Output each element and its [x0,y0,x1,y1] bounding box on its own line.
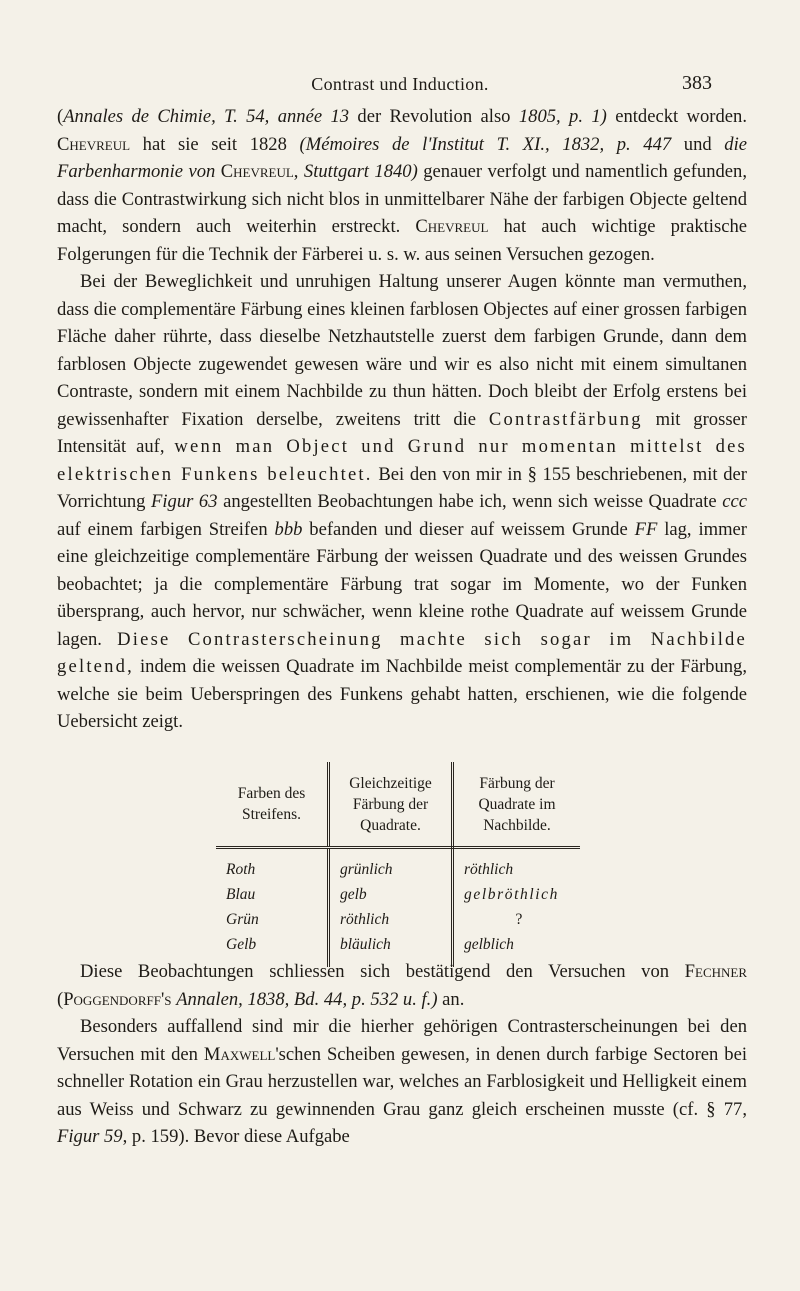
table-cell: ? [515,911,523,928]
table-row [216,880,580,905]
table-cell: röthlich [464,861,514,878]
column-header: Färbung der Quadrate im Nachbilde. [453,762,581,848]
table-cell: Grün [226,911,259,928]
table-header-row [216,762,580,848]
column-header: Farben des Streifens. [216,762,329,848]
page-number: 383 [682,72,712,94]
spaced-emphasis: wenn man Object und Grund nur momentan mittelst des elektrischen Funkens beleuchtet. [57,436,747,485]
table-cell: gelblich [464,936,514,953]
spaced-emphasis: Contrastfärbung [488,408,643,430]
table-row [216,905,580,930]
table-cell: Roth [226,861,256,878]
color-table [216,762,580,967]
color-table-wrap [216,762,580,967]
author-name: Poggendorff's [63,988,172,1010]
table-cell: gelb [329,880,453,905]
spaced-emphasis: Diese Contrasterscheinung machte sich sogar im Nachbilde geltend, [57,628,748,677]
table-cell: gelbröthlich [464,886,559,903]
paragraph-1: (Annales de Chimie, T. 54, année 13 der Revolution also 1805, p. 1) entdeckt worden. Chevreul hat sie seit 1828 (Mémoires de l'Institut T. XI., 1832, p. 447 und die Farbenharmonie von Chevreul, Stuttgart 1840) genauer verfolgt und namentlich gefunden, dass die Contrastwirkung sich nicht blos in unmittelbarer Nähe der farbigen Objecte geltend macht, sondern auch weiterhin erstreckt. Chevreul hat auch wichtige praktische Folgerungen für die Technik der Färberei u. s. w. aus seinen Versuchen gezogen. [57,106,748,265]
table-cell: Blau [226,886,256,903]
author-name: Chevreul [57,133,131,155]
author-name: Maxwell [203,1043,276,1065]
body-text-lower [57,958,747,1151]
author-name: Chevreul [415,216,489,237]
running-title: Contrast und Induction. [311,74,489,94]
table-cell: Gelb [226,936,257,953]
author-name: Chevreul [220,161,294,182]
table-row [216,848,580,881]
table-cell: röthlich [329,905,453,930]
column-header: Gleichzeitige Färbung der Quadrate. [329,762,453,848]
paragraph-3: Diese Beobachtungen schliessen sich bestätigend den Versuchen von Fechner (Poggendorff's Annalen, 1838, Bd. 44, p. 532 u. f.) an. [57,961,747,1010]
paragraph-2: Bei der Beweglichkeit und unruhigen Haltung unserer Augen könnte man vermuthen, dass die complementäre Färbung eines kleinen farblosen Objectes auf einer grossen farbigen Fläche daher rührte, dass dieselbe Netzhautstelle zuerst dem farbigen Grunde, dann dem farblosen Objecte zugewendet gewesen wäre und wir es also nicht mit einem simultanen Contraste, sondern mit einem Nachbilde zu thun hätten. Doch bleibt der Erfolg erstens bei gewissenhafter Fixation derselbe, zweitens tritt die Contrastfärbung mit grosser Intensität auf, wenn man Object und Grund nur momentan mittelst des elektrischen Funkens beleuchtet. Bei den von mir in § 155 beschriebenen, mit der Vorrichtung Figur 63 angestellten Beobachtungen habe ich, wenn sich weisse Quadrate ccc auf einem farbigen Streifen bbb befanden und dieser auf weissem Grunde FF lag, immer eine gleichzeitige complementäre Färbung der weissen Quadrate und des weissen Grundes beobachtet; ja die complementäre Färbung trat sogar im Momente, wo der Funken übersprang, auch hervor, nur schwächer, wenn kleine rothe Quadrate auf weissem Grunde lagen. Diese Contrasterscheinung machte sich sogar im Nachbilde geltend, indem die weissen Quadrate im Nachbilde meist complementär zu der Färbung, welche sie beim Ueberspringen des Funkens gehabt hatten, erschienen, wie die folgende Uebersicht zeigt. [57,271,748,732]
table-cell: bläulich [329,930,453,967]
author-name: Fechner [684,961,747,982]
body-text-upper [57,103,747,736]
paragraph-4: Besonders auffallend sind mir die hierher gehörigen Contrasterscheinungen bei den Versuchen mit den Maxwell'schen Scheiben gewesen, in denen durch farbige Sectoren bei schneller Rotation ein Grau herzustellen war, welches an Farblosigkeit und Helligkeit einem aus Weiss und Schwarz zu gewinnenden Grau ganz gleich erscheinen musste (cf. § 77, Figur 59, p. 159). Bevor diese Aufgabe [57,1016,747,1147]
table-cell: grünlich [329,848,453,881]
